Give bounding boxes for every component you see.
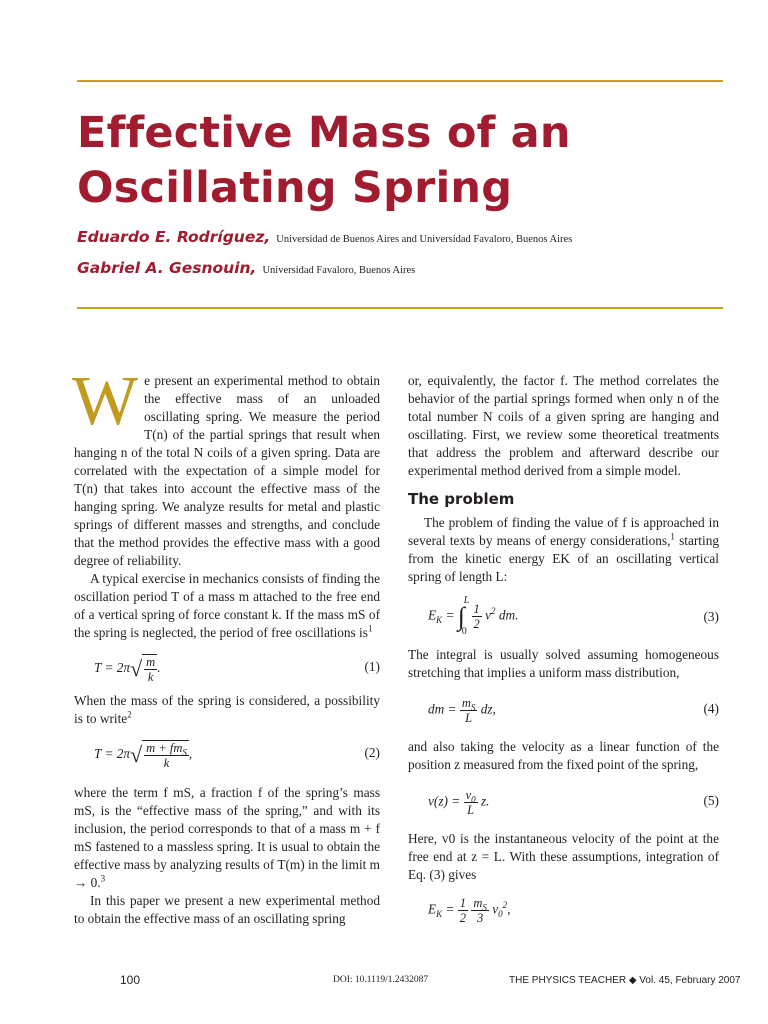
page-number: 100 <box>120 973 141 987</box>
author-name: Gabriel A. Gesnouin, <box>77 259 257 277</box>
equation-body: v(z) = $\frac{v_0}{L}$ z. <box>428 788 490 817</box>
equation-number: (1) <box>364 659 380 674</box>
reference-superscript: 1 <box>670 531 675 542</box>
paragraph <box>408 514 719 586</box>
paragraph-text: A typical exercise in mechanics consists of finding the oscillation period T of a mass m attached to the free end of a vertical spring of force constant k. If the mass mS of the spring is neglected, the period of free oscillations is <box>74 571 380 640</box>
equation-6 <box>408 890 719 930</box>
equation-3 <box>408 592 719 640</box>
equation-number: (4) <box>703 701 719 716</box>
paragraph: The integral is usually solved assuming homogeneous stretching that implies a uniform mass distribution, <box>408 647 719 680</box>
abstract-paragraph <box>72 363 380 570</box>
equation-body: $E_K$ = ∫ L 0 $\frac{1}{2}$ $v^2$ dm. <box>428 594 519 637</box>
paragraph <box>74 784 380 892</box>
paragraph <box>74 692 380 728</box>
paragraph: and also taking the velocity as a linear function of the position z measured from the fixed point of the spring, <box>408 739 719 772</box>
title-line-2: Oscillating Spring <box>77 163 513 213</box>
title-line-1: Effective Mass of an <box>77 108 571 158</box>
equation-4 <box>408 688 719 732</box>
paragraph-text: When the mass of the spring is considered, a possibility is to write <box>74 693 380 726</box>
abstract-text: e present an experimental method to obtain the effective mass of an unloaded oscillating spring. We measure the period T(n) of the partial springs that result when hanging n of the total N coils of a given spring. Data are correlated with the expectation of a simple model for T(n) that takes into account the effective mass of the hanging spring. We analyze results for metal and plastic springs of different masses and strengths, and conclude that the method provides the effective mass with a good degree of reliability. <box>74 373 380 568</box>
header-bottom-rule <box>77 307 723 309</box>
author-affiliation: Universidad de Buenos Aires and Universidad Favaloro, Buenos Aires <box>276 234 573 245</box>
equation-5 <box>408 780 719 824</box>
paragraph: In this paper we present a new experimental method to obtain the effective mass of an oscillating spring <box>74 893 380 926</box>
top-rule <box>77 80 723 82</box>
equation-1 <box>74 648 380 686</box>
paragraph-text: The problem of finding the value of f is approached in several texts by means of energy considerations, <box>408 515 719 548</box>
equation-number: (2) <box>364 745 380 760</box>
equation-body: dm = $\frac{m_S}{L}$ dz, <box>428 696 496 725</box>
equation-body: T = 2π√ $\frac{m + fm_S}{k}$ , <box>94 741 193 770</box>
paragraph-text: where the term f mS, a fraction f of the spring’s mass mS, is the “effective mass of the spring,” and with its inclusion, the period corresponds to that of a mass m + f mS fastened to a massless spring. It is usual to obtain the effective mass by analyzing results of T(m) in the limit m → 0. <box>74 785 381 890</box>
paragraph <box>74 570 380 642</box>
author-affiliation: Universidad Favaloro, Buenos Aires <box>262 265 416 276</box>
equation-number: (3) <box>703 609 719 624</box>
paragraph: or, equivalently, the factor f. The method correlates the behavior of the partial springs formed when only n of the total number N coils of a given spring are hanging and oscillating. First, we review some theoretical treatments that address the problem and afterward describe our experimental method derived from a simple model. <box>408 373 719 478</box>
paragraph: Here, v0 is the instantaneous velocity of the point at the free end at z = L. With these assumptions, integration of Eq. (3) gives <box>408 831 719 882</box>
author-name: Eduardo E. Rodríguez, <box>77 228 271 246</box>
journal-info: THE PHYSICS TEACHER ◆ Vol. 45, February 2007 <box>509 975 741 986</box>
reference-superscript: 2 <box>127 709 132 720</box>
equation-body: T = 2π√ $\frac{m}{k}$ . <box>94 655 161 684</box>
author-2 <box>77 259 415 278</box>
reference-superscript: 1 <box>367 623 373 634</box>
section-heading: The problem <box>408 490 515 508</box>
equation-2 <box>74 734 380 778</box>
article-title <box>77 106 717 216</box>
paragraph-text: starting from the kinetic energy EK of an oscillating vertical spring of length L: <box>408 533 719 584</box>
equation-number: (5) <box>703 793 719 808</box>
doi: DOI: 10.1119/1.2432087 <box>333 975 429 985</box>
drop-cap: W <box>72 363 139 440</box>
equation-body: $E_K$ = $\frac{1}{2}$ $\frac{m_S}{3}$ $v_0^2$, <box>428 896 511 925</box>
author-1 <box>77 228 572 247</box>
right-column <box>408 372 719 936</box>
left-column <box>72 363 381 928</box>
reference-superscript: 3 <box>100 873 106 884</box>
